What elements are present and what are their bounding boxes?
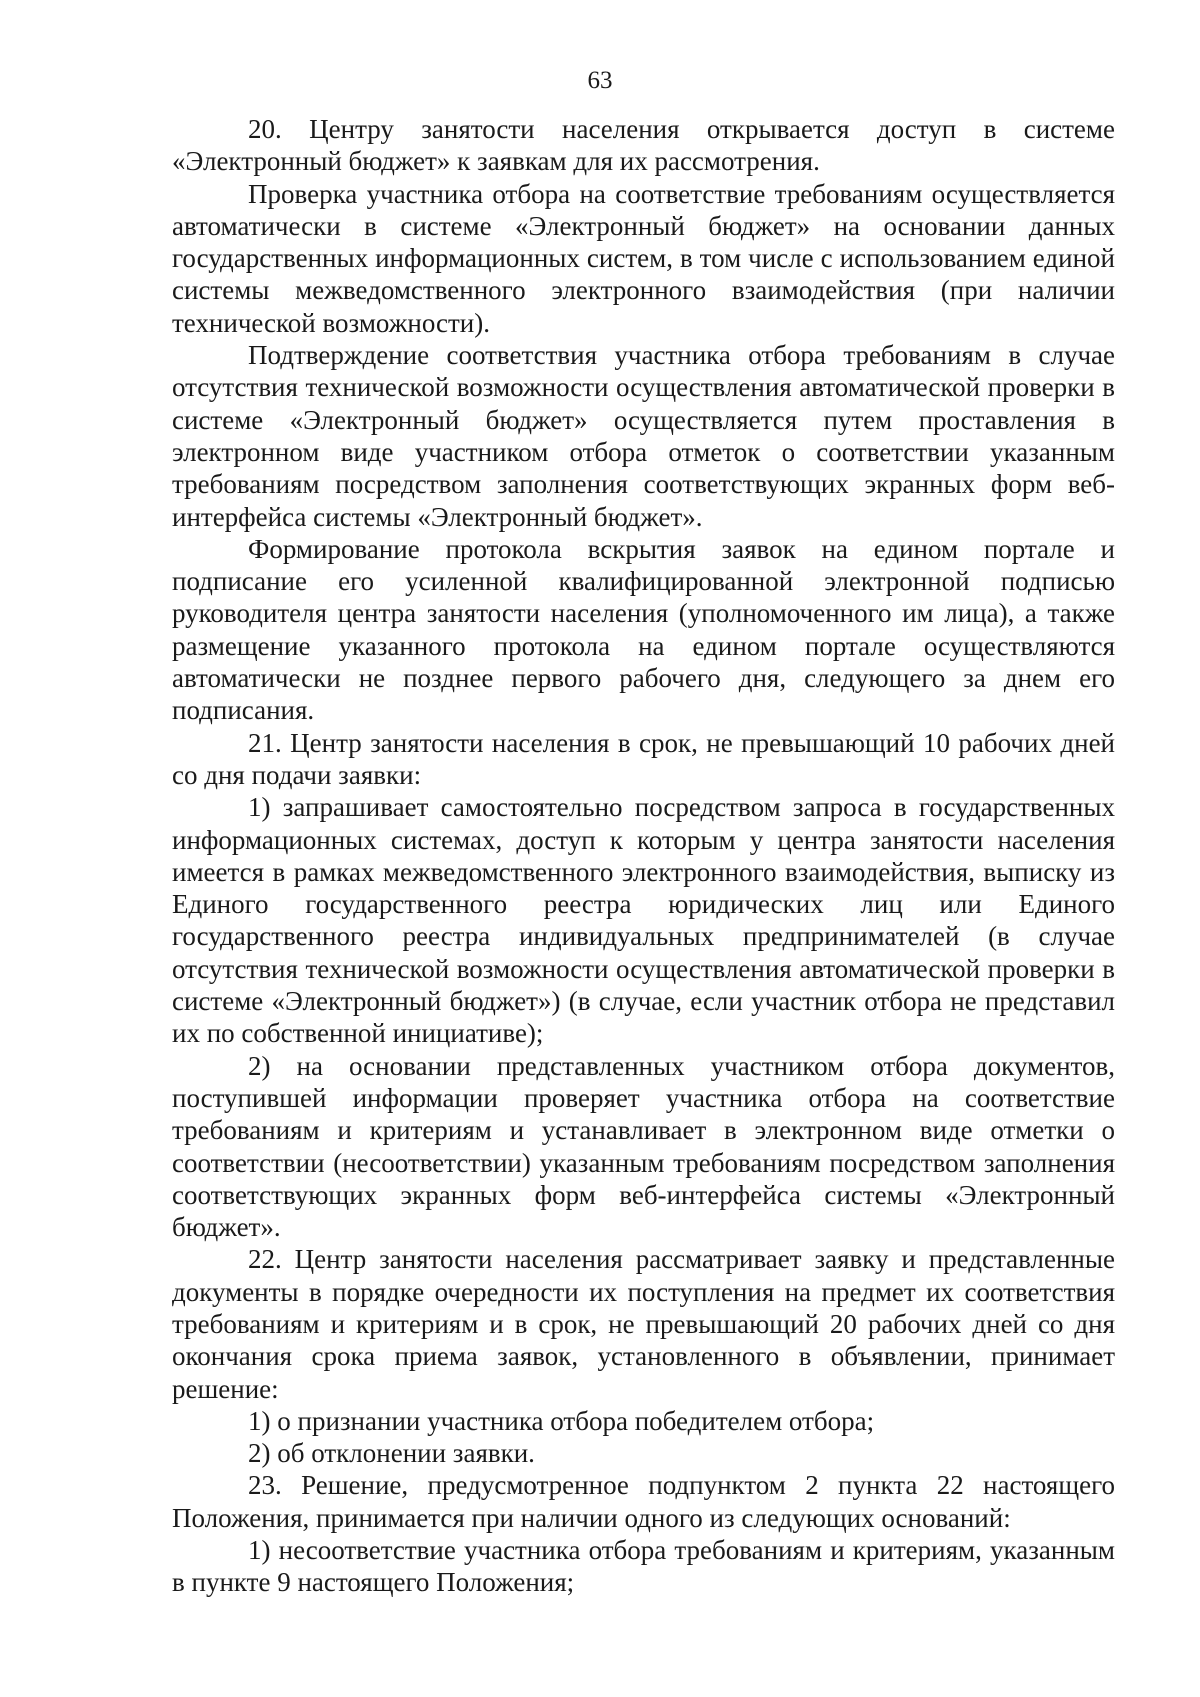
paragraph-item-22-sub-2: 2) об отклонении заявки. (248, 1438, 535, 1469)
paragraph-protocol-formation: Формирование протокола вскрытия заявок на едином портале и подписание его усиленной квалифицированной электронной подписью руководителя центра занятости населения (уполномоченного им лица), а также размещение указанного протокола на едином портале осуществляются автоматически не позднее первого рабочего дня, следующего за днем его подписания. (172, 533, 1115, 726)
paragraph-item-22: 22. Центр занятости населения рассматривает заявку и представленные документы в порядке очередности их поступления на предмет их соответствия требованиям и критериям и в срок, не превышающий 20 рабочих дней со дня окончания срока приема заявок, установленного в объявлении, принимает решение: (172, 1244, 1115, 1404)
paragraph-item-21-sub-1: 1) запрашивает самостоятельно посредством запроса в государственных информационных системах, доступ к которым у центра занятости населения имеется в рамках межведомственного электронного взаимодействия, выписку из Единого государственного реестра юридических лиц или Единого государственного реестра индивидуальных предпринимателей (в случае отсутствия технической возможности осуществления автоматической проверки в системе «Электронный бюджет») (в случае, если участник отбора не представил их по собственной инициативе); (172, 792, 1115, 1049)
document-body (172, 113, 1115, 1599)
paragraph-participant-check: Проверка участника отбора на соответствие требованиям осуществляется автоматически в системе «Электронный бюджет» на основании данных государственных информационных систем, в том числе с использованием единой системы межведомственного электронного взаимодействия (при наличии технической возможности). (172, 178, 1115, 338)
paragraph-item-23-sub-1: 1) несоответствие участника отбора требованиям и критериям, указанным в пункте 9 настоящего Положения; (172, 1535, 1115, 1598)
paragraph-item-22-sub-1: 1) о признании участника отбора победителем отбора; (248, 1405, 875, 1436)
paragraph-manual-confirmation: Подтверждение соответствия участника отбора требованиям в случае отсутствия технической возможности осуществления автоматической проверки в системе «Электронный бюджет» осуществляется путем проставления в электронном виде участником отбора отметок о соответствии указанным требованиям посредством заполнения соответствующих экранных форм веб-интерфейса системы «Электронный бюджет». (172, 340, 1115, 532)
paragraph-item-21-sub-2: 2) на основании представленных участником отбора документов, поступившей информации проверяет участника отбора на соответствие требованиям и критериям и устанавливает в электронном виде отметки о соответствии (несоответствии) указанным требованиям посредством заполнения соответствующих экранных форм веб-интерфейса системы «Электронный бюджет». (172, 1050, 1115, 1243)
paragraph-item-21: 21. Центр занятости населения в срок, не превышающий 10 рабочих дней со дня подачи заявки: (172, 727, 1115, 790)
paragraph-item-23: 23. Решение, предусмотренное подпунктом 2 пункта 22 настоящего Положения, принимается при наличии одного из следующих оснований: (172, 1470, 1115, 1533)
page-number: 63 (587, 67, 613, 94)
paragraph-item-20: 20. Центру занятости населения открывается доступ в системе «Электронный бюджет» к заявкам для их рассмотрения. (172, 114, 1115, 177)
